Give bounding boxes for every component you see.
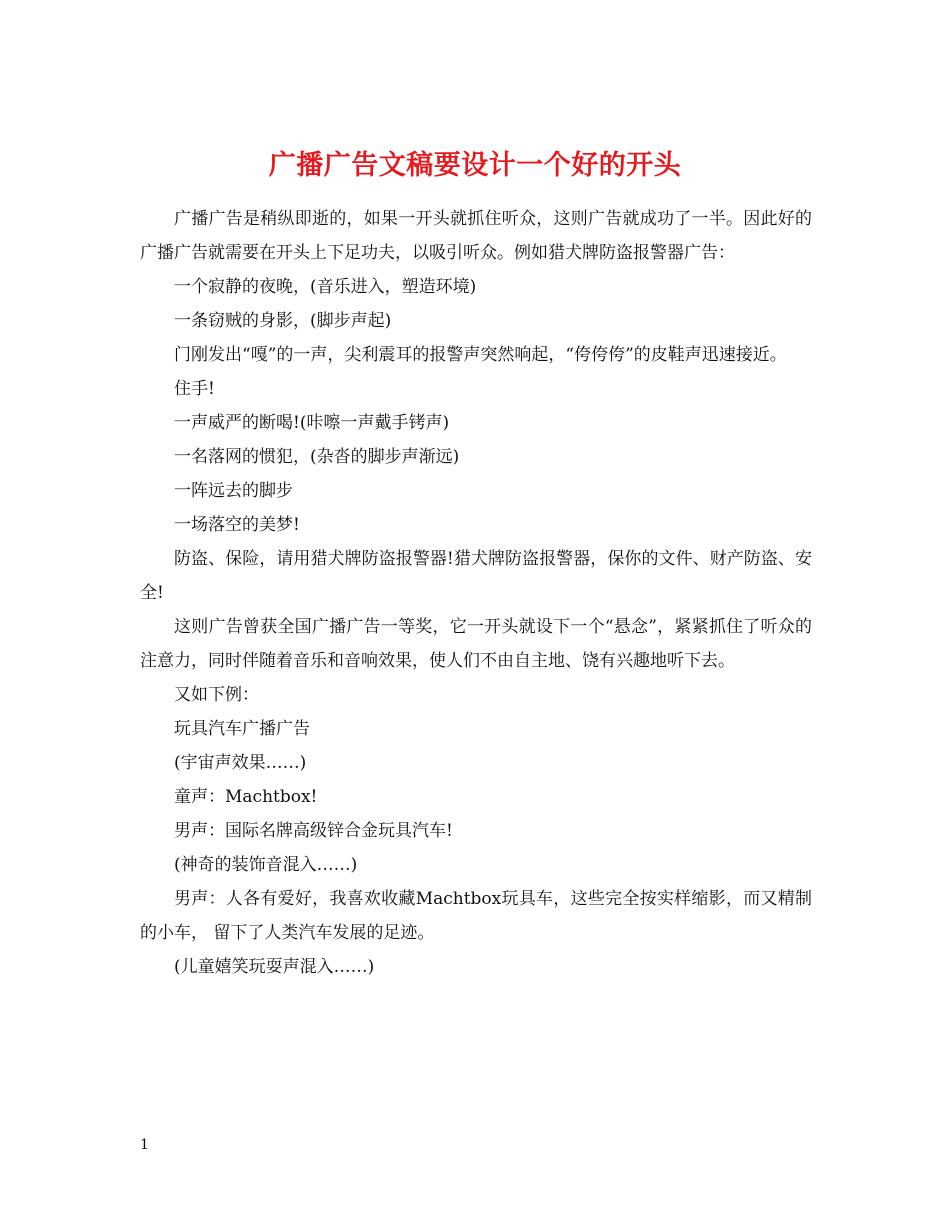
paragraph: (神奇的装饰音混入……) [174, 855, 358, 875]
paragraph: (宇宙声效果……) [174, 753, 307, 773]
paragraph: 这则广告曾获全国广播广告一等奖，它一开头就设下一个“悬念”，紧紧抓住了听众的注意力，同时伴随着音乐和音响效果，使人们不由自主地、饶有兴趣地听下去。 [140, 617, 812, 671]
paragraph: 一声威严的断喝!(咔嚓一声戴手铐声) [174, 413, 450, 433]
paragraph: 男声：人各有爱好，我喜欢收藏Machtbox玩具车，这些完全按实样缩影，而又精制的小车， 留下了人类汽车发展的足迹。 [140, 889, 812, 943]
paragraph: 一个寂静的夜晚，(音乐进入，塑造环境) [174, 277, 477, 297]
document-title: 广播广告文稿要设计一个好的开头 [268, 150, 682, 182]
paragraph: 一场落空的美梦! [174, 515, 300, 535]
paragraph: 住手! [174, 379, 215, 399]
paragraph: 一条窃贼的身影，(脚步声起) [174, 311, 392, 331]
paragraph: 童声：Machtbox! [174, 787, 318, 807]
paragraph: 又如下例： [174, 685, 259, 705]
paragraph: 门刚发出“嘎”的一声，尖利震耳的报警声突然响起，“侉侉侉”的皮鞋声迅速接近。 [174, 345, 787, 365]
paragraph: 男声：国际名牌高级锌合金玩具汽车! [174, 821, 453, 841]
page-number: 1 [140, 1137, 149, 1153]
paragraph: 玩具汽车广播广告 [174, 719, 310, 739]
paragraph: 广播广告是稍纵即逝的，如果一开头就抓住听众，这则广告就成功了一半。因此好的广播广告就需要在开头上下足功夫，以吸引听众。例如猎犬牌防盗报警器广告： [140, 209, 812, 263]
paragraph: 一阵远去的脚步 [174, 481, 293, 501]
document-body [140, 202, 812, 984]
paragraph: (儿童嬉笑玩耍声混入……) [174, 957, 375, 977]
paragraph: 防盗、保险，请用猎犬牌防盗报警器!猎犬牌防盗报警器，保你的文件、财产防盗、安全! [140, 549, 812, 603]
paragraph: 一名落网的惯犯，(杂沓的脚步声渐远) [174, 447, 460, 467]
